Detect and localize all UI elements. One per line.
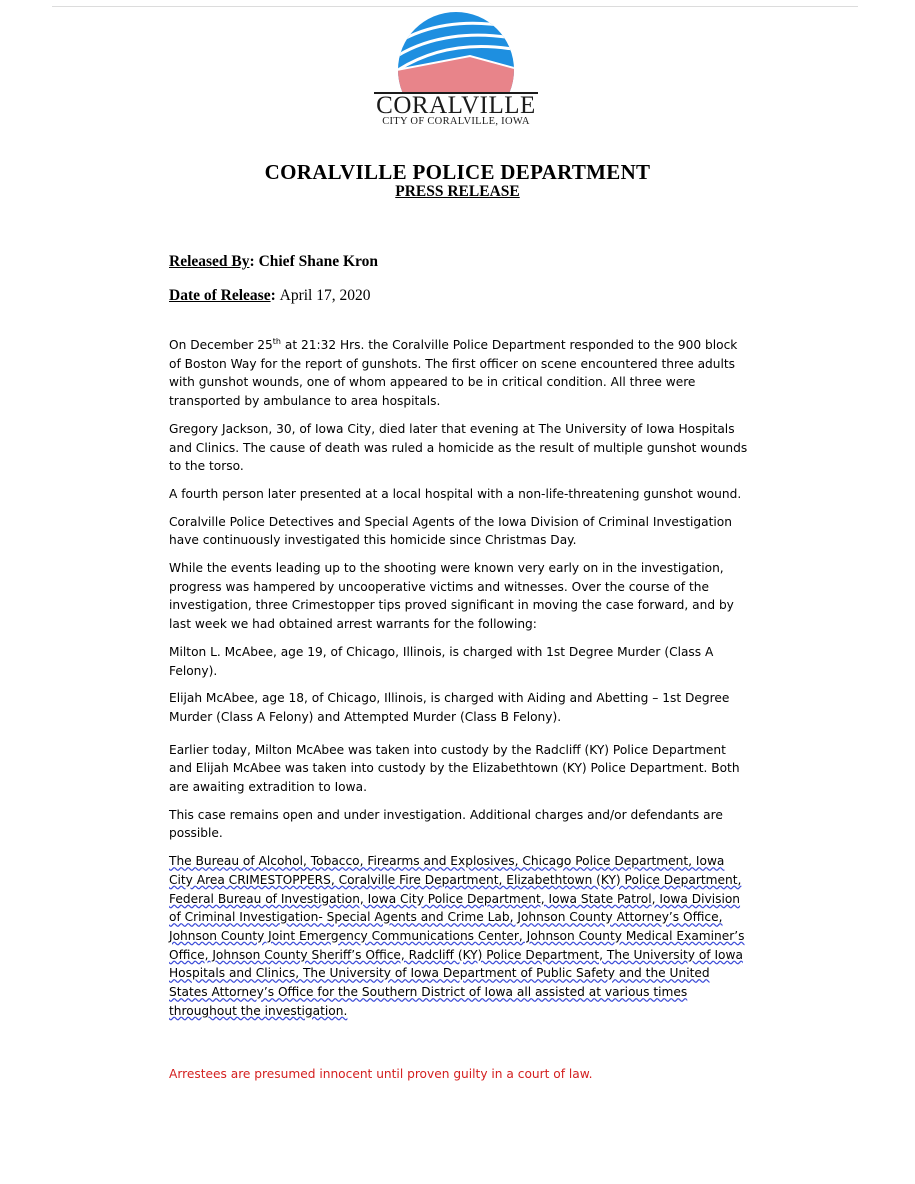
paragraph-assisting-agencies bbox=[169, 852, 749, 1020]
press-release-label: PRESS RELEASE bbox=[395, 183, 520, 200]
paragraph-milton-charges: Milton L. McAbee, age 19, of Chicago, Illinois, is charged with 1st Degree Murder (Class A Felony). bbox=[169, 644, 714, 678]
release-date-value: April 17, 2020 bbox=[279, 287, 371, 304]
paragraph-warrants: While the events leading up to the shooting were known very early on in the investigation, progress was hampered by uncooperative victims and witnesses. Over the course of the investigation, three Crimestopper tips proved significant in moving the case forward, and by last week we had obtained arrest warrants for the following: bbox=[169, 561, 734, 632]
paragraph-investigation: Coralville Police Detectives and Special Agents of the Iowa Division of Criminal Investigation have continuously investigated this homicide since Christmas Day. bbox=[169, 514, 732, 548]
paragraph-custody: Earlier today, Milton McAbee was taken into custody by the Radcliff (KY) Police Department and Elijah McAbee was taken into custody by the Elizabethtown (KY) Police Department. Both are awaiting extradition to Iowa. bbox=[169, 742, 740, 795]
paragraph-open-case: This case remains open and under investigation. Additional charges and/or defendants are possible. bbox=[169, 807, 723, 841]
department-title: CORALVILLE POLICE DEPARTMENT bbox=[264, 160, 651, 184]
logo-emblem-icon bbox=[374, 12, 538, 96]
paragraph-victim: Gregory Jackson, 30, of Iowa City, died later that evening at The University of Iowa Hospitals and Clinics. The cause of death was ruled a homicide as the result of multiple gunshot wounds to the torso. bbox=[169, 421, 748, 474]
top-rule bbox=[52, 6, 858, 7]
coralville-logo bbox=[374, 12, 538, 130]
press-release-body bbox=[169, 336, 749, 1030]
agencies-list: The Bureau of Alcohol, Tobacco, Firearms and Explosives, Chicago Police Department, Iowa City Area CRIMESTOPPERS, Coralville Fire Department, Elizabethtown (KY) Police Department, Federal Bureau of Investigation, Iowa City Police Department, Iowa State Patrol, Iowa Division of Criminal Investigation- Special Agents and Crime Lab, Johnson County Attorney’s Office, Johnson County Joint Emergency Communications Center, Johnson County Medical Examiner’s Office, Johnson County Sheriff’s Office, Radcliff (KY) Police Department, The University of Iowa Hospitals and Clinics, The University of Iowa Department of Public Safety and the United States Attorney’s Office for the Southern District of Iowa all assisted at various times throughout the investigation. bbox=[169, 854, 745, 1018]
disclaimer: Arrestees are presumed innocent until proven guilty in a court of law. bbox=[169, 1067, 593, 1081]
released-by-line: Released By: Chief Shane Kron bbox=[169, 253, 378, 270]
paragraph-incident: On December 25th at 21:32 Hrs. the Coralville Police Department responded to the 900 block of Boston Way for the report of gunshots. The first officer on scene encountered three adults with gunshot wounds, one of whom appeared to be in critical condition. All three were transported by ambulance to area hospitals. bbox=[169, 336, 738, 409]
release-date-label: Date of Release bbox=[169, 287, 271, 304]
paragraph-fourth-person: A fourth person later presented at a local hospital with a non-life-threatening gunshot wound. bbox=[169, 486, 742, 501]
press-release-heading bbox=[0, 183, 915, 201]
released-by-value: Chief Shane Kron bbox=[258, 253, 378, 270]
release-date-line: Date of Release: April 17, 2020 bbox=[169, 287, 371, 304]
released-by-label: Released By bbox=[169, 253, 250, 270]
paragraph-elijah-charges: Elijah McAbee, age 18, of Chicago, Illinois, is charged with Aiding and Abetting – 1st Degree Murder (Class A Felony) and Attempted Murder (Class B Felony). bbox=[169, 691, 730, 724]
logo-subtitle: CITY OF CORALVILLE, IOWA bbox=[382, 116, 530, 127]
logo-wordmark: CORALVILLE bbox=[376, 92, 536, 119]
